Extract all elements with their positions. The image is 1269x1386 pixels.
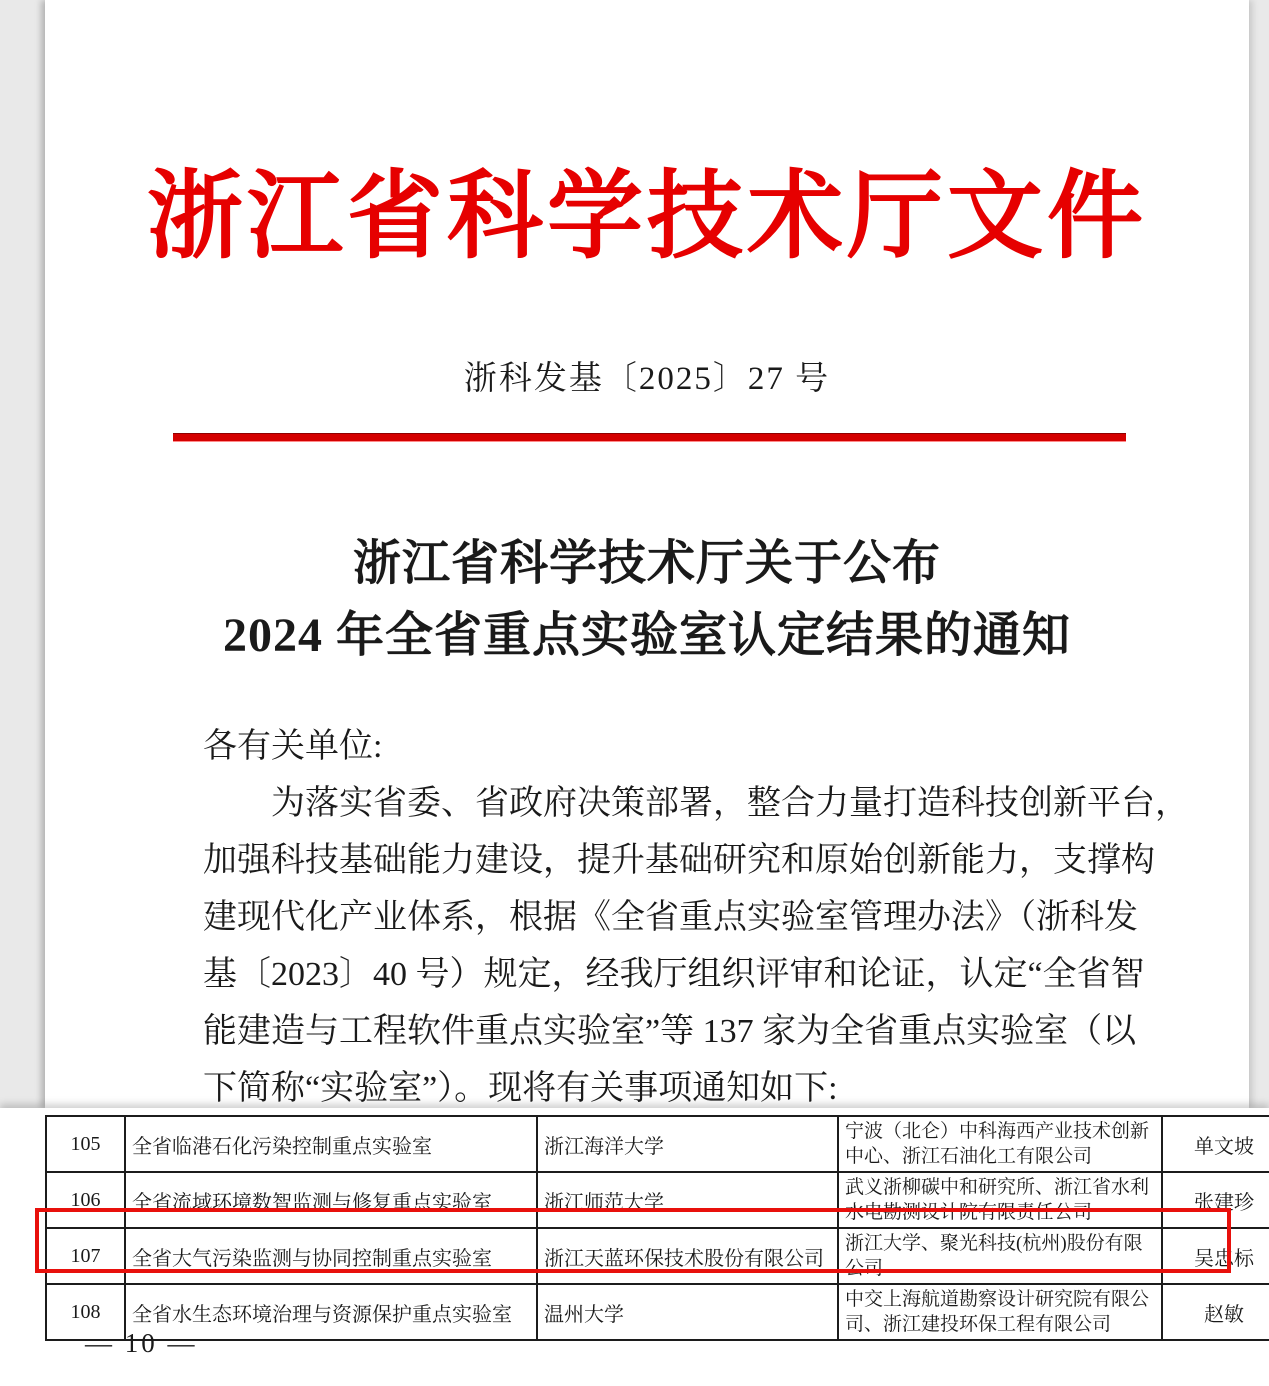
partners-cell: 武义浙柳碳中和研究所、浙江省水利水电勘测设计院有限责任公司: [838, 1172, 1162, 1228]
director-cell: 单文坡: [1162, 1116, 1269, 1172]
table-row-106: [46, 1172, 1269, 1228]
partners-cell: 浙江大学、聚光科技(杭州)股份有限公司: [838, 1228, 1162, 1284]
institution-cell: 浙江天蓝环保技术股份有限公司: [537, 1228, 838, 1284]
director-cell: 吴忠标: [1162, 1228, 1269, 1284]
lab-name-cell: 全省大气污染监测与协同控制重点实验室: [125, 1228, 537, 1284]
institution-cell: 浙江海洋大学: [537, 1116, 838, 1172]
partners-cell: 宁波（北仑）中科海西产业技术创新中心、浙江石油化工有限公司: [838, 1116, 1162, 1172]
table-row-107-highlighted: [46, 1228, 1269, 1284]
institution-cell: 温州大学: [537, 1284, 838, 1340]
body-line: 下简称“实验室”）。现将有关事项通知如下:: [203, 1070, 838, 1107]
director-cell: 赵敏: [1162, 1284, 1269, 1340]
document-page: [45, 0, 1249, 1108]
row-number-cell: 107: [46, 1228, 125, 1284]
body-line: 基〔2023〕40 号）规定，经我厅组织评审和论证，认定“全省智: [203, 956, 1145, 993]
notice-title-line1: 浙江省科学技术厅关于公布: [352, 537, 941, 590]
table-page-overlay: [0, 1108, 1269, 1386]
page-number: — 10 —: [85, 1328, 198, 1358]
body-line: 建现代化产业体系，根据《全省重点实验室管理办法》（浙科发: [203, 899, 1138, 936]
body-line: 加强科技基础能力建设，提升基础研究和原始创新能力，支撑构: [203, 842, 1155, 879]
agency-header-title: 浙江省科学技术厅文件: [147, 163, 1147, 270]
table-row-105: [46, 1116, 1269, 1172]
notice-title-line2: 2024 年全省重点实验室认定结果的通知: [222, 609, 1071, 662]
salutation: 各有关单位:: [203, 728, 383, 765]
row-number-cell: 105: [46, 1116, 125, 1172]
document-number: 浙科发基〔2025〕27 号: [463, 361, 831, 397]
red-divider-line: [173, 433, 1126, 442]
notice-body: [203, 718, 1189, 1117]
institution-cell: 浙江师范大学: [537, 1172, 838, 1228]
lab-name-cell: 全省水生态环境治理与资源保护重点实验室: [125, 1284, 537, 1340]
body-line: 为落实省委、省政府决策部署，整合力量打造科技创新平台，: [271, 785, 1189, 822]
director-cell: 张建珍: [1162, 1172, 1269, 1228]
row-number-cell: 108: [46, 1284, 125, 1340]
row-number-cell: 106: [46, 1172, 125, 1228]
table-row-108: [46, 1284, 1269, 1340]
lab-results-table: [45, 1115, 1269, 1341]
body-line: 能建造与工程软件重点实验室”等 137 家为全省重点实验室（以: [203, 1013, 1137, 1050]
partners-cell: 中交上海航道勘察设计研究院有限公司、浙江建投环保工程有限公司: [838, 1284, 1162, 1340]
lab-name-cell: 全省临港石化污染控制重点实验室: [125, 1116, 537, 1172]
lab-name-cell: 全省流域环境数智监测与修复重点实验室: [125, 1172, 537, 1228]
